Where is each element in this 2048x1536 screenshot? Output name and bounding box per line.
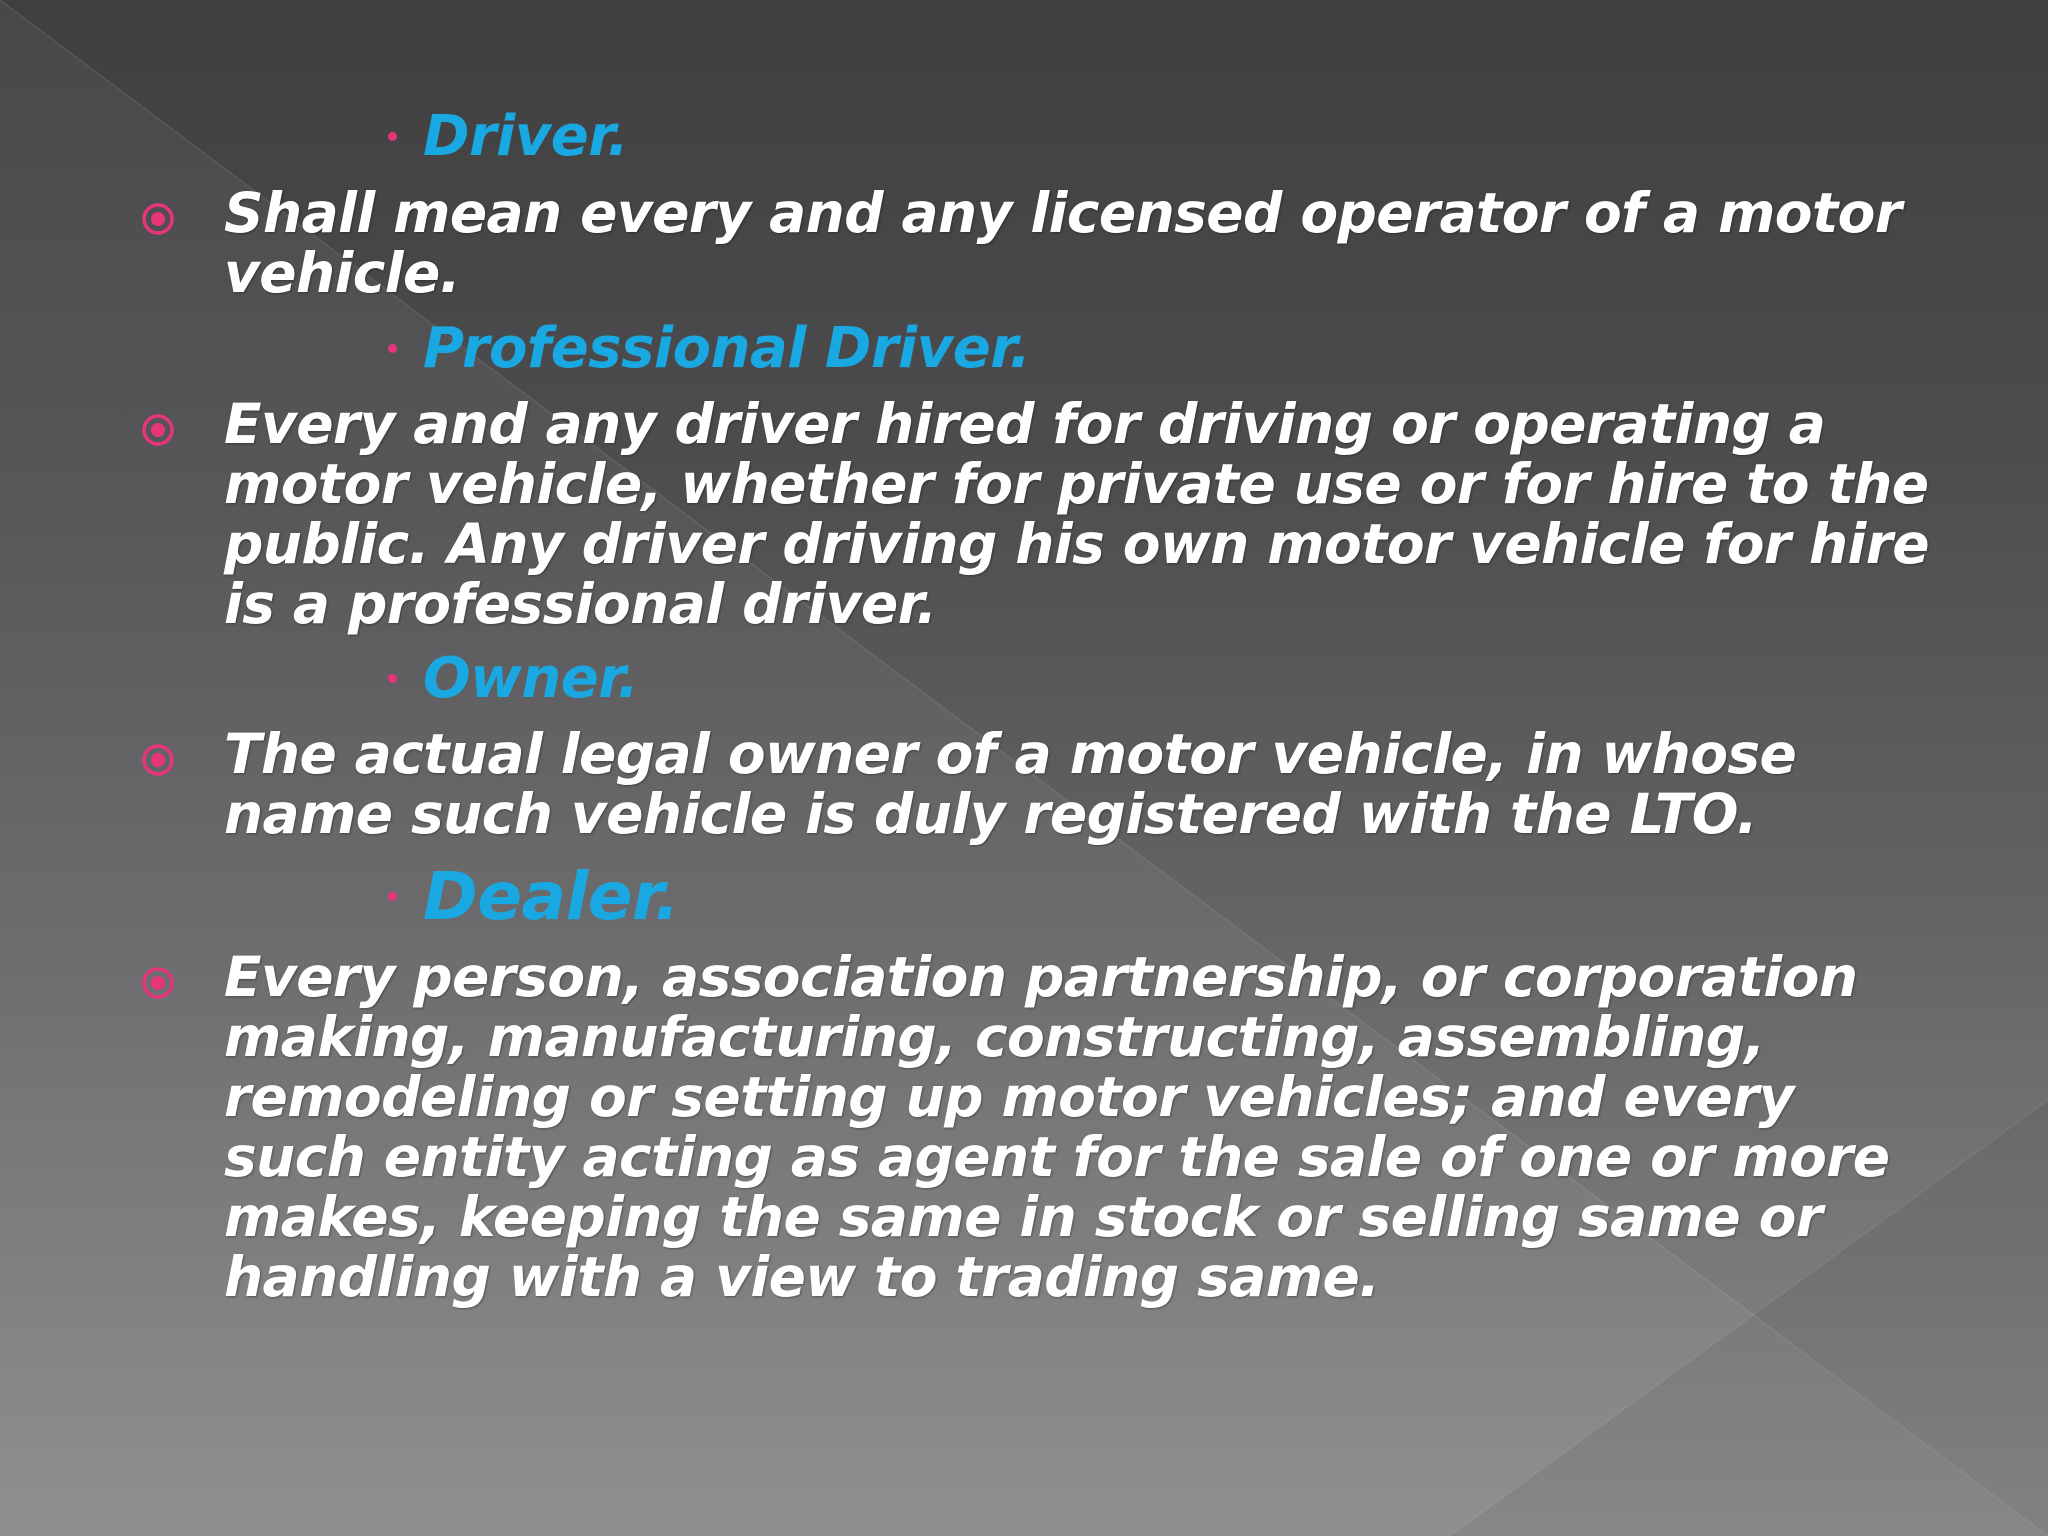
target-circle-icon bbox=[140, 965, 176, 1001]
term-label: Professional Driver. bbox=[423, 316, 1031, 381]
definition-professional-driver bbox=[140, 394, 1940, 634]
definition-text: The actual legal owner of a motor vehicle, in whose name such vehicle is duly registered with the LTO. bbox=[224, 722, 1797, 846]
small-dot-icon bbox=[388, 892, 397, 901]
target-circle-icon bbox=[140, 201, 176, 237]
target-circle-icon bbox=[140, 412, 176, 448]
definition-driver bbox=[140, 183, 1940, 303]
term-label: Owner. bbox=[423, 646, 639, 711]
definition-text: Every person, association partnership, or corporation making, manufacturing, constructing, assembling, remodeling or setting up motor vehicles; and every such entity acting as agent for the sale of one or more makes, keeping the same in stock or selling same or handling with a view to trading same. bbox=[224, 945, 1890, 1309]
term-owner bbox=[388, 646, 638, 711]
term-dealer bbox=[388, 858, 679, 935]
small-dot-icon bbox=[388, 132, 397, 141]
definition-dealer bbox=[140, 947, 1940, 1307]
target-circle-icon bbox=[140, 742, 176, 778]
small-dot-icon bbox=[388, 674, 397, 683]
term-driver bbox=[388, 104, 628, 169]
term-label: Dealer. bbox=[423, 858, 680, 935]
term-professional-driver bbox=[388, 316, 1030, 381]
definition-text: Shall mean every and any licensed operator of a motor vehicle. bbox=[224, 181, 1902, 305]
term-label: Driver. bbox=[423, 104, 629, 169]
definition-owner bbox=[140, 724, 1940, 844]
definition-text: Every and any driver hired for driving or operating a motor vehicle, whether for private use or for hire to the public. Any driver driving his own motor vehicle for hire is a professional driver. bbox=[224, 392, 1929, 636]
small-dot-icon bbox=[388, 344, 397, 353]
